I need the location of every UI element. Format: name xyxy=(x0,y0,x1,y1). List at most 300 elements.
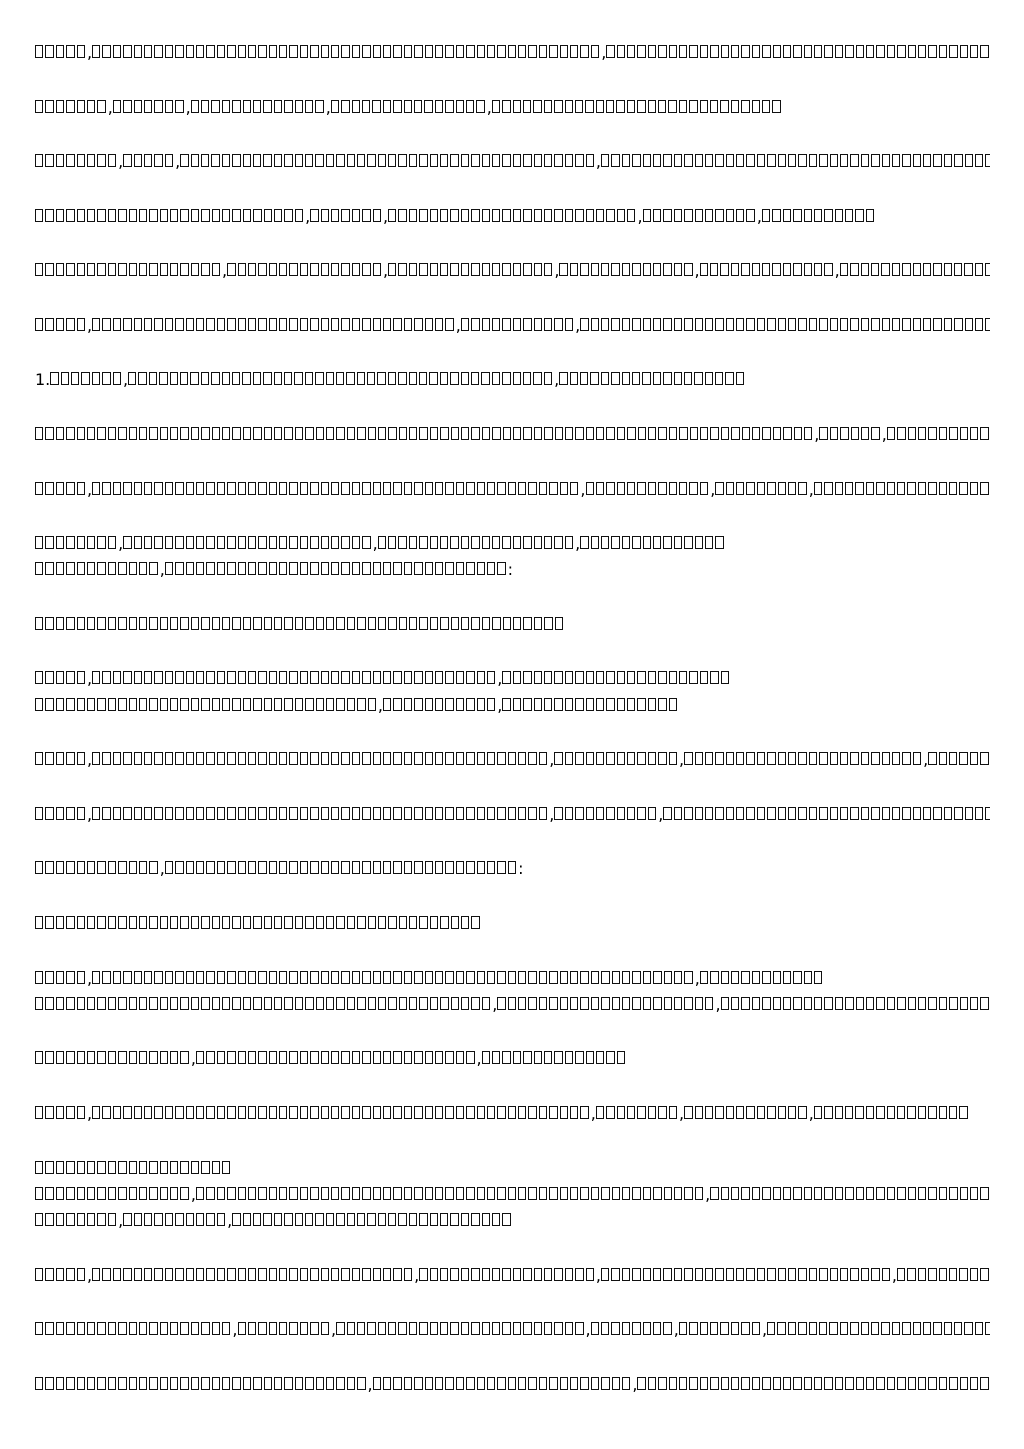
missing-glyph-box xyxy=(694,372,702,385)
missing-glyph-box xyxy=(186,318,194,331)
missing-glyph-box xyxy=(66,1377,74,1390)
missing-glyph-box xyxy=(684,372,692,385)
missing-glyph-box xyxy=(180,427,188,440)
missing-glyph-box xyxy=(975,154,983,167)
missing-glyph-box xyxy=(108,916,116,929)
missing-glyph-box xyxy=(321,263,329,276)
missing-glyph-box xyxy=(258,536,266,549)
paragraph-14 xyxy=(35,802,990,828)
missing-glyph-box xyxy=(482,997,490,1010)
missing-glyph-box xyxy=(139,617,147,630)
missing-glyph-box xyxy=(362,45,370,58)
missing-glyph-box xyxy=(668,100,676,113)
missing-glyph-box xyxy=(695,997,703,1010)
missing-glyph-box xyxy=(217,318,225,331)
missing-glyph-box xyxy=(866,209,874,222)
missing-glyph-box xyxy=(611,372,619,385)
missing-glyph-box xyxy=(66,1106,74,1119)
missing-glyph-box xyxy=(191,1377,199,1390)
missing-glyph-box xyxy=(487,752,495,765)
missing-glyph-box xyxy=(383,752,391,765)
missing-glyph-box xyxy=(404,482,412,495)
missing-glyph-box xyxy=(414,671,422,684)
missing-glyph-box xyxy=(180,209,188,222)
missing-glyph-box xyxy=(118,209,126,222)
missing-glyph-box xyxy=(97,997,105,1010)
missing-glyph-box xyxy=(591,536,599,549)
missing-glyph-box xyxy=(404,1268,412,1281)
missing-glyph-box xyxy=(502,372,510,385)
missing-glyph-box xyxy=(627,209,635,222)
missing-glyph-box xyxy=(622,263,630,276)
missing-glyph-box xyxy=(928,1377,936,1390)
missing-glyph-box xyxy=(497,807,505,820)
missing-glyph-box xyxy=(92,482,100,495)
missing-glyph-box xyxy=(497,482,505,495)
paragraph-8 xyxy=(35,422,990,448)
missing-glyph-box xyxy=(238,318,246,331)
missing-glyph-box xyxy=(289,1322,297,1335)
missing-glyph-box xyxy=(689,1377,697,1390)
missing-glyph-box xyxy=(175,1106,183,1119)
missing-glyph-box xyxy=(638,427,646,440)
missing-glyph-box xyxy=(310,807,318,820)
missing-glyph-box xyxy=(539,482,547,495)
missing-glyph-box xyxy=(201,263,209,276)
missing-glyph-box xyxy=(887,997,895,1010)
missing-glyph-box xyxy=(227,263,235,276)
text-line: , , , , xyxy=(35,1101,990,1127)
missing-glyph-box xyxy=(497,997,505,1010)
missing-glyph-box xyxy=(165,971,173,984)
missing-glyph-box xyxy=(108,617,116,630)
missing-glyph-box xyxy=(97,1187,105,1200)
missing-glyph-box xyxy=(928,482,936,495)
missing-glyph-box xyxy=(632,318,640,331)
missing-glyph-box xyxy=(653,263,661,276)
missing-glyph-box xyxy=(149,1322,157,1335)
missing-glyph-box xyxy=(352,562,360,575)
missing-glyph-box xyxy=(378,1322,386,1335)
missing-glyph-box xyxy=(772,263,780,276)
missing-glyph-box xyxy=(835,1377,843,1390)
missing-glyph-box xyxy=(425,1377,433,1390)
missing-glyph-box xyxy=(523,154,531,167)
missing-glyph-box xyxy=(206,807,214,820)
missing-glyph-box xyxy=(965,318,973,331)
missing-glyph-box xyxy=(206,1051,214,1064)
missing-glyph-box xyxy=(108,1161,116,1174)
missing-glyph-box xyxy=(793,209,801,222)
missing-glyph-box xyxy=(689,671,697,684)
missing-glyph-box xyxy=(149,1377,157,1390)
missing-glyph-box xyxy=(373,562,381,575)
missing-glyph-box xyxy=(674,1268,682,1281)
missing-glyph-box xyxy=(154,45,162,58)
missing-glyph-box xyxy=(238,482,246,495)
missing-glyph-box xyxy=(279,1322,287,1335)
missing-glyph-box xyxy=(513,671,521,684)
missing-glyph-box xyxy=(783,1187,791,1200)
missing-glyph-box xyxy=(404,698,412,711)
missing-glyph-box xyxy=(331,807,339,820)
missing-glyph-box xyxy=(554,154,562,167)
missing-glyph-box xyxy=(580,536,588,549)
missing-glyph-box xyxy=(378,617,386,630)
missing-glyph-box xyxy=(928,1268,936,1281)
missing-glyph-box xyxy=(310,1106,318,1119)
missing-glyph-box xyxy=(798,318,806,331)
missing-glyph-box xyxy=(850,263,858,276)
missing-glyph-box xyxy=(160,263,168,276)
missing-glyph-box xyxy=(653,1322,661,1335)
missing-glyph-box xyxy=(289,536,297,549)
missing-glyph-box xyxy=(856,1377,864,1390)
missing-glyph-box xyxy=(440,372,448,385)
missing-glyph-box xyxy=(471,997,479,1010)
missing-glyph-box xyxy=(773,1377,781,1390)
missing-glyph-box xyxy=(772,100,780,113)
missing-glyph-box xyxy=(684,1106,692,1119)
text-line xyxy=(35,911,990,937)
missing-glyph-box xyxy=(258,1268,266,1281)
missing-glyph-box xyxy=(710,971,718,984)
missing-glyph-box xyxy=(970,427,978,440)
missing-glyph-box xyxy=(45,1322,53,1335)
missing-glyph-box xyxy=(565,318,573,331)
missing-glyph-box xyxy=(684,971,692,984)
missing-glyph-box xyxy=(882,318,890,331)
missing-glyph-box xyxy=(232,698,240,711)
missing-glyph-box xyxy=(331,971,339,984)
missing-glyph-box xyxy=(913,807,921,820)
missing-glyph-box xyxy=(404,807,412,820)
missing-glyph-box xyxy=(92,1268,100,1281)
missing-glyph-box xyxy=(513,698,521,711)
missing-glyph-box xyxy=(720,1322,728,1335)
missing-glyph-box xyxy=(705,997,713,1010)
missing-glyph-box xyxy=(222,916,230,929)
missing-glyph-box xyxy=(310,318,318,331)
missing-glyph-box xyxy=(129,1187,137,1200)
text-line: , , xyxy=(35,1208,990,1234)
missing-glyph-box xyxy=(269,1268,277,1281)
paragraph-22 xyxy=(35,1317,990,1343)
missing-glyph-box xyxy=(798,482,806,495)
missing-glyph-box xyxy=(669,671,677,684)
missing-glyph-box xyxy=(824,1106,832,1119)
missing-glyph-box xyxy=(336,427,344,440)
missing-glyph-box xyxy=(435,45,443,58)
missing-glyph-box xyxy=(913,263,921,276)
missing-glyph-box xyxy=(305,427,313,440)
missing-glyph-box xyxy=(783,1377,791,1390)
missing-glyph-box xyxy=(258,752,266,765)
missing-glyph-box xyxy=(954,318,962,331)
missing-glyph-box xyxy=(653,971,661,984)
missing-glyph-box xyxy=(373,263,381,276)
missing-glyph-box xyxy=(783,209,791,222)
missing-glyph-box xyxy=(450,1268,458,1281)
missing-glyph-box xyxy=(471,154,479,167)
missing-glyph-box xyxy=(97,1322,105,1335)
missing-glyph-box xyxy=(165,536,173,549)
missing-glyph-box xyxy=(227,1051,235,1064)
missing-glyph-box xyxy=(430,916,438,929)
missing-glyph-box xyxy=(700,482,708,495)
missing-glyph-box xyxy=(97,1377,105,1390)
missing-glyph-box xyxy=(289,1051,297,1064)
missing-glyph-box xyxy=(284,154,292,167)
missing-glyph-box xyxy=(752,1377,760,1390)
missing-glyph-box xyxy=(528,971,536,984)
missing-glyph-box xyxy=(357,617,365,630)
missing-glyph-box xyxy=(56,807,64,820)
missing-glyph-box xyxy=(611,263,619,276)
missing-glyph-box xyxy=(534,1051,542,1064)
missing-glyph-box xyxy=(186,1213,194,1226)
missing-glyph-box xyxy=(77,562,85,575)
missing-glyph-box xyxy=(206,671,214,684)
missing-glyph-box xyxy=(544,372,552,385)
missing-glyph-box xyxy=(513,372,521,385)
missing-glyph-box xyxy=(35,263,43,276)
missing-glyph-box xyxy=(227,562,235,575)
missing-glyph-box xyxy=(269,1051,277,1064)
missing-glyph-box xyxy=(300,45,308,58)
missing-glyph-box xyxy=(741,1322,749,1335)
missing-glyph-box xyxy=(866,482,874,495)
missing-glyph-box xyxy=(752,45,760,58)
missing-glyph-box xyxy=(612,1377,620,1390)
missing-glyph-box xyxy=(788,154,796,167)
missing-glyph-box xyxy=(149,916,157,929)
missing-glyph-box xyxy=(279,861,287,874)
missing-glyph-box xyxy=(149,1187,157,1200)
missing-glyph-box xyxy=(960,45,968,58)
missing-glyph-box xyxy=(908,427,916,440)
missing-glyph-box xyxy=(627,482,635,495)
missing-glyph-box xyxy=(944,263,952,276)
missing-glyph-box xyxy=(321,1322,329,1335)
missing-glyph-box xyxy=(960,427,968,440)
missing-glyph-box xyxy=(637,45,645,58)
missing-glyph-box xyxy=(35,752,43,765)
missing-glyph-box xyxy=(591,1187,599,1200)
missing-glyph-box xyxy=(752,1322,760,1335)
missing-glyph-box xyxy=(616,100,624,113)
missing-glyph-box xyxy=(664,997,672,1010)
missing-glyph-box xyxy=(160,1187,168,1200)
missing-glyph-box xyxy=(715,752,723,765)
missing-glyph-box xyxy=(56,318,64,331)
missing-glyph-box xyxy=(648,427,656,440)
missing-glyph-box xyxy=(139,1187,147,1200)
missing-glyph-box xyxy=(87,1187,95,1200)
missing-glyph-box xyxy=(253,916,261,929)
missing-glyph-box xyxy=(201,698,209,711)
missing-glyph-box xyxy=(658,1106,666,1119)
missing-glyph-box xyxy=(134,1268,142,1281)
missing-glyph-box xyxy=(373,318,381,331)
missing-glyph-box xyxy=(264,1377,272,1390)
missing-glyph-box xyxy=(238,1187,246,1200)
missing-glyph-box xyxy=(985,318,990,331)
missing-glyph-box xyxy=(129,698,137,711)
missing-glyph-box xyxy=(487,807,495,820)
missing-glyph-box xyxy=(814,1106,822,1119)
missing-glyph-box xyxy=(206,1268,214,1281)
missing-glyph-box xyxy=(617,671,625,684)
missing-glyph-box xyxy=(632,997,640,1010)
missing-glyph-box xyxy=(149,698,157,711)
missing-glyph-box xyxy=(772,209,780,222)
missing-glyph-box xyxy=(134,536,142,549)
missing-glyph-box xyxy=(793,1377,801,1390)
missing-glyph-box xyxy=(321,482,329,495)
missing-glyph-box xyxy=(341,482,349,495)
missing-glyph-box xyxy=(165,45,173,58)
missing-glyph-box xyxy=(77,209,85,222)
missing-glyph-box xyxy=(835,45,843,58)
missing-glyph-box xyxy=(721,671,729,684)
missing-glyph-box xyxy=(430,1213,438,1226)
missing-glyph-box xyxy=(695,154,703,167)
missing-glyph-box xyxy=(892,1322,900,1335)
missing-glyph-box xyxy=(523,318,531,331)
missing-glyph-box xyxy=(238,1268,246,1281)
missing-glyph-box xyxy=(258,318,266,331)
missing-glyph-box xyxy=(154,752,162,765)
missing-glyph-box xyxy=(45,536,53,549)
missing-glyph-box xyxy=(160,698,168,711)
missing-glyph-box xyxy=(965,154,973,167)
missing-glyph-box xyxy=(238,263,246,276)
missing-glyph-box xyxy=(622,997,630,1010)
missing-glyph-box xyxy=(227,671,235,684)
missing-glyph-box xyxy=(591,318,599,331)
missing-glyph-box xyxy=(77,971,85,984)
missing-glyph-box xyxy=(206,562,214,575)
missing-glyph-box xyxy=(71,372,79,385)
missing-glyph-box xyxy=(279,263,287,276)
missing-glyph-box xyxy=(253,1377,261,1390)
missing-glyph-box xyxy=(627,427,635,440)
missing-glyph-box xyxy=(856,1187,864,1200)
missing-glyph-box xyxy=(632,971,640,984)
missing-glyph-box xyxy=(123,807,131,820)
missing-glyph-box xyxy=(404,1106,412,1119)
missing-glyph-box xyxy=(295,997,303,1010)
missing-glyph-box xyxy=(845,45,853,58)
missing-glyph-box xyxy=(617,482,625,495)
missing-glyph-box xyxy=(902,318,910,331)
missing-glyph-box xyxy=(232,1213,240,1226)
missing-glyph-box xyxy=(622,372,630,385)
missing-glyph-box xyxy=(482,154,490,167)
missing-glyph-box xyxy=(154,1268,162,1281)
missing-glyph-box xyxy=(482,318,490,331)
missing-glyph-box xyxy=(123,482,131,495)
missing-glyph-box xyxy=(227,482,235,495)
missing-glyph-box xyxy=(248,1106,256,1119)
missing-glyph-box xyxy=(66,997,74,1010)
missing-glyph-box xyxy=(331,45,339,58)
missing-glyph-box xyxy=(238,1106,246,1119)
missing-glyph-box xyxy=(497,1106,505,1119)
missing-glyph-box xyxy=(212,1322,220,1335)
missing-glyph-box xyxy=(601,971,609,984)
missing-glyph-box xyxy=(123,1268,131,1281)
missing-glyph-box xyxy=(684,318,692,331)
missing-glyph-box xyxy=(362,807,370,820)
missing-glyph-box xyxy=(871,427,879,440)
missing-glyph-box xyxy=(606,1051,614,1064)
missing-glyph-box xyxy=(269,971,277,984)
missing-glyph-box xyxy=(425,1187,433,1200)
missing-glyph-box xyxy=(606,100,614,113)
missing-glyph-box xyxy=(367,372,375,385)
missing-glyph-box xyxy=(238,807,246,820)
missing-glyph-box xyxy=(419,1268,427,1281)
missing-glyph-box xyxy=(170,1051,178,1064)
missing-glyph-box xyxy=(866,1187,874,1200)
missing-glyph-box xyxy=(560,1187,568,1200)
missing-glyph-box xyxy=(336,997,344,1010)
missing-glyph-box xyxy=(263,100,271,113)
missing-glyph-box xyxy=(477,698,485,711)
missing-glyph-box xyxy=(289,482,297,495)
missing-glyph-box xyxy=(882,1268,890,1281)
missing-glyph-box xyxy=(539,1377,547,1390)
missing-glyph-box xyxy=(269,671,277,684)
missing-glyph-box xyxy=(814,482,822,495)
missing-glyph-box xyxy=(866,45,874,58)
missing-glyph-box xyxy=(570,1377,578,1390)
missing-glyph-box xyxy=(643,536,651,549)
missing-glyph-box xyxy=(684,154,692,167)
missing-glyph-box xyxy=(980,427,988,440)
missing-glyph-box xyxy=(757,318,765,331)
missing-glyph-box xyxy=(876,1106,884,1119)
missing-glyph-box xyxy=(77,997,85,1010)
missing-glyph-box xyxy=(180,617,188,630)
missing-glyph-box xyxy=(471,427,479,440)
missing-glyph-box xyxy=(663,1322,671,1335)
missing-glyph-box xyxy=(191,916,199,929)
missing-glyph-box xyxy=(503,427,511,440)
missing-glyph-box xyxy=(217,807,225,820)
missing-glyph-box xyxy=(783,45,791,58)
missing-glyph-box xyxy=(398,372,406,385)
missing-glyph-box xyxy=(378,427,386,440)
missing-glyph-box xyxy=(263,154,271,167)
missing-glyph-box xyxy=(263,1213,271,1226)
paragraph-20 xyxy=(35,1156,990,1235)
missing-glyph-box xyxy=(269,562,277,575)
missing-glyph-box xyxy=(570,971,578,984)
missing-glyph-box xyxy=(175,807,183,820)
missing-glyph-box xyxy=(476,100,484,113)
missing-glyph-box xyxy=(617,752,625,765)
missing-glyph-box xyxy=(425,45,433,58)
missing-glyph-box xyxy=(92,1106,100,1119)
missing-glyph-box xyxy=(144,971,152,984)
missing-glyph-box xyxy=(253,698,261,711)
missing-glyph-box xyxy=(939,427,947,440)
missing-glyph-box xyxy=(762,263,770,276)
missing-glyph-box xyxy=(804,1377,812,1390)
